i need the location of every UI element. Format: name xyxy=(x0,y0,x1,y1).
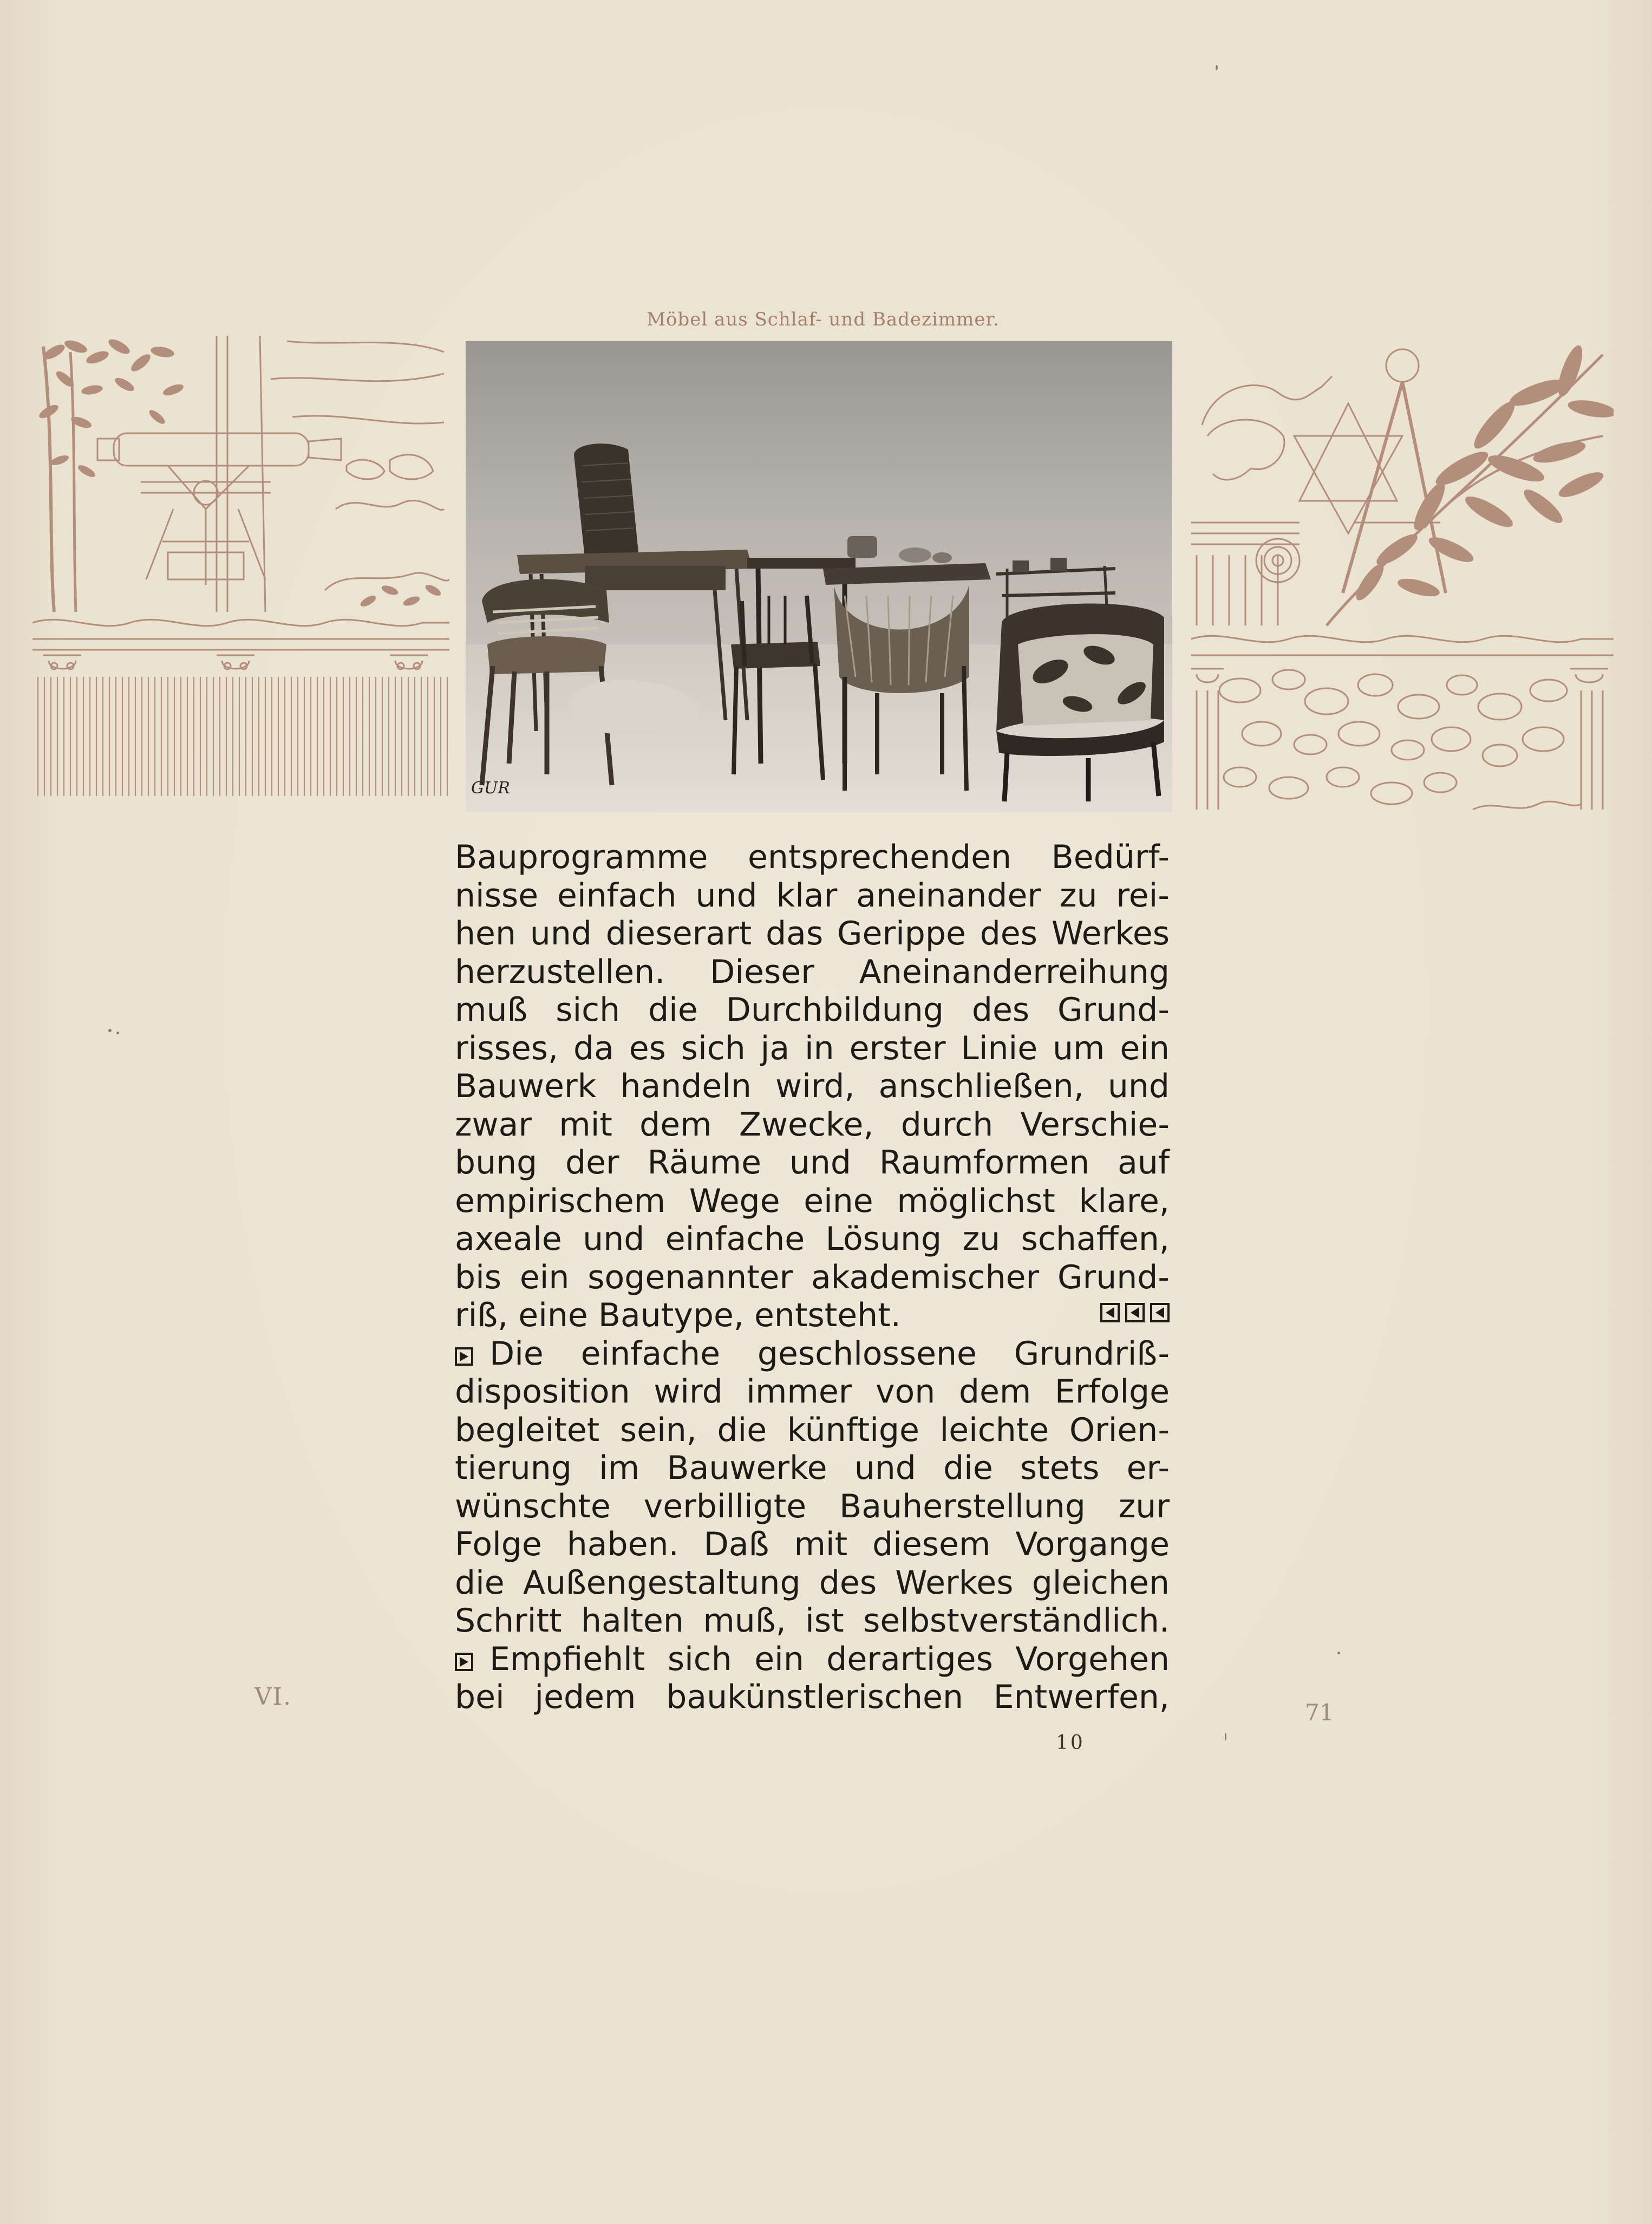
telescope-ornament xyxy=(32,330,449,799)
signature-mark: 10 xyxy=(1056,1732,1085,1754)
text-line: Schritt halten muß, ist selbstverständlich. xyxy=(455,1602,1170,1640)
text-line: tierung im Bauwerke und die stets er- xyxy=(455,1449,1170,1487)
text-line-with-paragraph-mark xyxy=(455,1335,1170,1373)
text-line: herzustellen. Dieser Aneinanderreihung xyxy=(455,953,1170,991)
paper-speck xyxy=(108,1029,112,1032)
text-line: zwar mit dem Zwecke, durch Verschie- xyxy=(455,1105,1170,1144)
furniture-photograph xyxy=(466,341,1172,812)
paper-speck xyxy=(1216,65,1218,70)
text-line: Folge haben. Daß mit diesem Vorgange xyxy=(455,1525,1170,1563)
paper-speck xyxy=(1337,1652,1340,1654)
text-line: empirischem Wege eine möglichst klare, xyxy=(455,1182,1170,1220)
text-line-with-paragraph-mark xyxy=(455,1640,1170,1679)
paper-speck xyxy=(1225,1733,1226,1740)
text-line: disposition wird immer von dem Erfolge xyxy=(455,1373,1170,1411)
text-line: bis ein sogenannter akademischer Grund- xyxy=(455,1258,1170,1296)
text-line: bei jedem baukünstlerischen Entwerfen, xyxy=(455,1678,1170,1716)
end-mark-icon xyxy=(1100,1303,1120,1322)
text-line: bung der Räume und Raumformen auf xyxy=(455,1144,1170,1182)
text-line: begleitet sein, die künftige leichte Orien- xyxy=(455,1411,1170,1449)
text-line-with-endmark xyxy=(455,1296,1170,1335)
text-line-content: Die einfache geschlossene Grundriß- xyxy=(489,1334,1170,1373)
text-line: hen und dieserart das Gerippe des Werkes xyxy=(455,915,1170,953)
text-line: Bauprogramme entsprechenden Bedürf- xyxy=(455,838,1170,876)
text-line: Bauwerk handeln wird, anschließen, und xyxy=(455,1067,1170,1105)
figure-caption: Möbel aus Schlaf- und Badezimmer. xyxy=(647,309,1000,330)
end-mark-icon xyxy=(1125,1303,1145,1322)
text-line-content: Empfiehlt sich ein derartiges Vorgehen xyxy=(489,1640,1170,1678)
text-line: risses, da es sich ja in erster Linie um ein xyxy=(455,1029,1170,1067)
paper-speck xyxy=(116,1032,119,1034)
paragraph-mark-icon xyxy=(455,1347,473,1366)
paragraph-mark-icon xyxy=(455,1653,473,1671)
photo-monogram: GUR xyxy=(471,779,510,798)
body-text xyxy=(455,838,1170,1717)
section-folio: VI. xyxy=(254,1683,292,1711)
text-line-content: riß, eine Bautype, entsteht. xyxy=(455,1296,901,1334)
end-mark-icon xyxy=(1150,1303,1170,1322)
text-line: muß sich die Durchbildung des Grund- xyxy=(455,991,1170,1029)
paragraph-end-ornament xyxy=(1100,1303,1170,1322)
text-line: die Außengestaltung des Werkes gleichen xyxy=(455,1563,1170,1602)
text-line: nisse einfach und klar aneinander zu rei- xyxy=(455,876,1170,915)
text-line: wünschte verbilligte Bauherstellung zur xyxy=(455,1487,1170,1525)
page-number: 71 xyxy=(1305,1699,1334,1726)
text-line: axeale und einfache Lösung zu schaffen, xyxy=(455,1220,1170,1258)
compass-laurel-ornament xyxy=(1191,344,1614,815)
